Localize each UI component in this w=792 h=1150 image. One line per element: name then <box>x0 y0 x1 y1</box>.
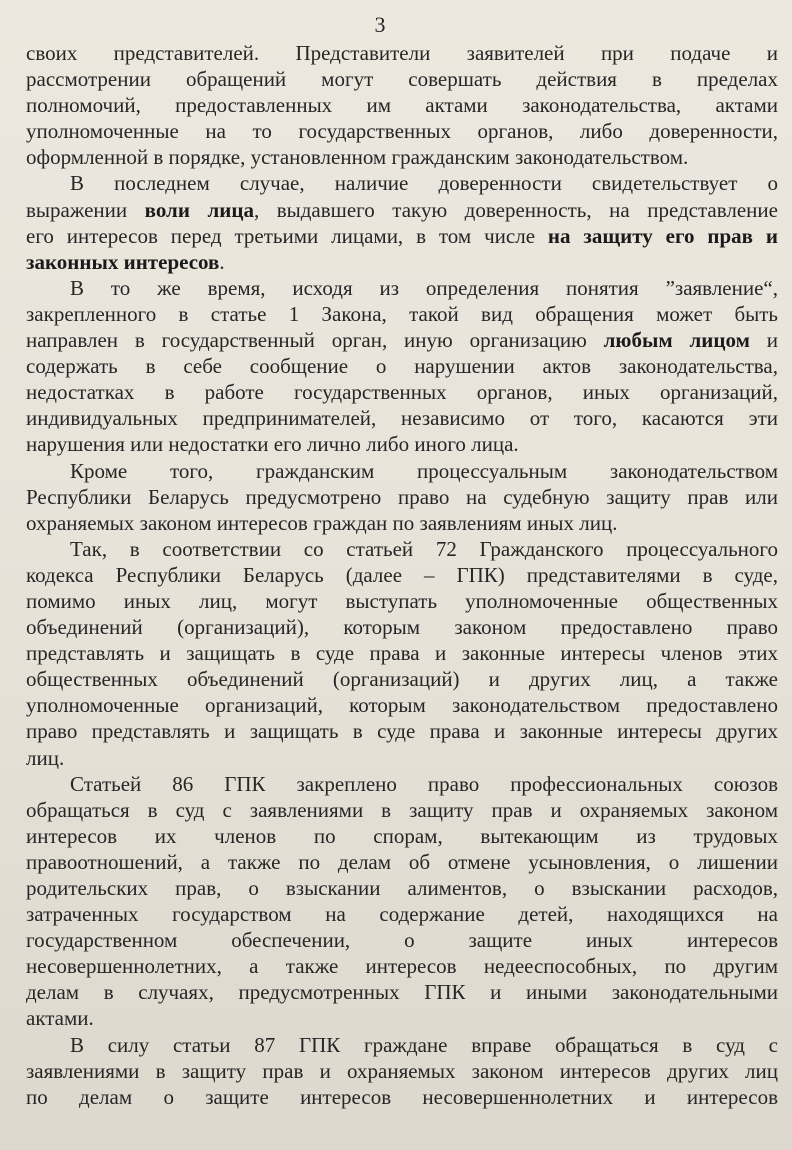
paragraph <box>26 771 778 1032</box>
text-run: лиц. <box>26 745 65 770</box>
text-line <box>26 327 778 353</box>
text-line <box>26 1005 778 1031</box>
text-run: оформленной в порядке, установленном гражданским законодательством. <box>26 145 689 170</box>
text-line <box>26 249 778 275</box>
text-line <box>26 979 778 1005</box>
text-run: представлять и защищать в суде права и законные интересы членов этих <box>26 641 778 666</box>
text-line <box>26 536 778 562</box>
text-run: выражении <box>26 197 145 222</box>
text-line <box>26 718 778 744</box>
text-run: право представлять и защищать в суде права и законные интересы других <box>26 719 778 744</box>
text-run: уполномоченные на то государственных органов, либо доверенности, <box>26 119 778 144</box>
text-line <box>26 771 778 797</box>
text-run: В то же время, исходя из определения понятия ”заявление“, <box>70 275 778 300</box>
text-run: направлен в государственный орган, иную организацию <box>26 328 604 353</box>
text-run: закрепленного в статье 1 Закона, такой вид обращения может быть <box>26 301 778 326</box>
text-line <box>26 901 778 927</box>
text-run: рассмотрении обращений могут совершать действия в пределах <box>26 67 778 92</box>
text-run: кодекса Республики Беларусь (далее – ГПК) представителями в суде, <box>26 562 778 587</box>
paragraph <box>26 275 778 458</box>
text-run: нарушения или недостатки его лично либо иного лица. <box>26 432 519 457</box>
text-line <box>26 562 778 588</box>
text-run: своих представителей. Представители заявителей при подаче и <box>26 41 778 65</box>
text-run: затраченных государством на содержание детей, находящихся на <box>26 902 778 927</box>
text-line <box>26 458 778 484</box>
document-body <box>26 40 778 1110</box>
text-run: Статьей 86 ГПК закреплено право профессиональных союзов <box>70 771 778 796</box>
text-run: общественных объединений (организаций) и других лиц, а также <box>26 667 778 692</box>
text-run: правоотношений, а также по делам об отмене усыновления, о лишении <box>26 849 778 874</box>
text-run: объединений (организаций), которым законом предоставлено право <box>26 615 778 640</box>
text-line <box>26 431 778 457</box>
text-run: , выдавшего такую доверенность, на представление <box>253 197 778 222</box>
text-run: Кроме того, гражданским процессуальным законодательством <box>70 458 778 483</box>
text-line <box>26 510 778 536</box>
paragraph <box>26 170 778 274</box>
page-number: 3 <box>374 12 386 37</box>
text-run: В силу статьи 87 ГПК граждане вправе обращаться в суд с <box>70 1032 778 1057</box>
text-run: охраняемых законом интересов граждан по заявлениям иных лиц. <box>26 510 618 535</box>
text-line <box>26 614 778 640</box>
text-run: несовершеннолетних, а также интересов недееспособных, по другим <box>26 954 778 979</box>
text-line <box>26 379 778 405</box>
text-line <box>26 118 778 144</box>
paragraph <box>26 536 778 771</box>
text-line <box>26 823 778 849</box>
text-line <box>26 666 778 692</box>
text-line <box>26 92 778 118</box>
text-run: по делам о защите интересов несовершеннолетних и интересов <box>26 1084 778 1109</box>
text-run: . <box>219 249 225 274</box>
text-line <box>26 170 778 196</box>
text-line <box>26 953 778 979</box>
text-line <box>26 849 778 875</box>
text-run: Так, в соответствии со статьей 72 Гражданского процессуального <box>70 536 778 561</box>
text-run: делам в случаях, предусмотренных ГПК и иными законодательными <box>26 980 778 1005</box>
text-line <box>26 1032 778 1058</box>
text-line <box>26 353 778 379</box>
text-run: недостатках в работе государственных органов, иных организаций, <box>26 380 778 405</box>
text-line <box>26 66 778 92</box>
text-line <box>26 692 778 718</box>
bold-phrase: на защиту его прав и <box>547 223 778 248</box>
text-run: В последнем случае, наличие доверенности свидетельствует о <box>70 171 778 196</box>
bold-phrase: воли лица <box>144 197 254 222</box>
text-run: заявлениями в защиту прав и охраняемых законом интересов других лиц <box>26 1058 778 1083</box>
text-line <box>26 1058 778 1084</box>
text-run: Республики Беларусь предусмотрено право на судебную защиту прав или <box>26 484 778 509</box>
text-line <box>26 275 778 301</box>
text-line <box>26 144 778 170</box>
text-run: помимо иных лиц, могут выступать уполномоченные общественных <box>26 588 778 613</box>
text-run: уполномоченные организаций, которым законодательством предоставлено <box>26 693 778 718</box>
paragraph <box>26 458 778 536</box>
text-line <box>26 40 778 66</box>
text-run: интересов их членов по спорам, вытекающим из трудовых <box>26 823 778 848</box>
text-run: и <box>749 328 778 353</box>
text-line <box>26 927 778 953</box>
text-line <box>26 875 778 901</box>
bold-phrase: законных интересов <box>26 249 220 274</box>
text-line <box>26 1084 778 1110</box>
text-run: содержать в себе сообщение о нарушении актов законодательства, <box>26 354 778 379</box>
text-line <box>26 588 778 614</box>
paragraph <box>26 1032 778 1110</box>
text-line <box>26 797 778 823</box>
text-run: его интересов перед третьими лицами, в том числе <box>26 223 548 248</box>
text-line <box>26 197 778 223</box>
text-line <box>26 745 778 771</box>
text-run: индивидуальных предпринимателей, независимо от того, касаются эти <box>26 406 778 431</box>
bold-phrase: любым лицом <box>603 328 750 353</box>
text-run: государственном обеспечении, о защите иных интересов <box>26 928 778 953</box>
text-line <box>26 640 778 666</box>
text-run: актами. <box>26 1006 94 1031</box>
text-run: родительских прав, о взыскании алиментов, о взыскании расходов, <box>26 876 778 900</box>
text-line <box>26 484 778 510</box>
text-run: полномочий, предоставленных им актами законодательства, актами <box>26 93 778 118</box>
text-line <box>26 223 778 249</box>
text-run: обращаться в суд с заявлениями в защиту прав и охраняемых законом <box>26 797 778 822</box>
text-line <box>26 301 778 327</box>
paragraph <box>26 40 778 170</box>
text-line <box>26 405 778 431</box>
